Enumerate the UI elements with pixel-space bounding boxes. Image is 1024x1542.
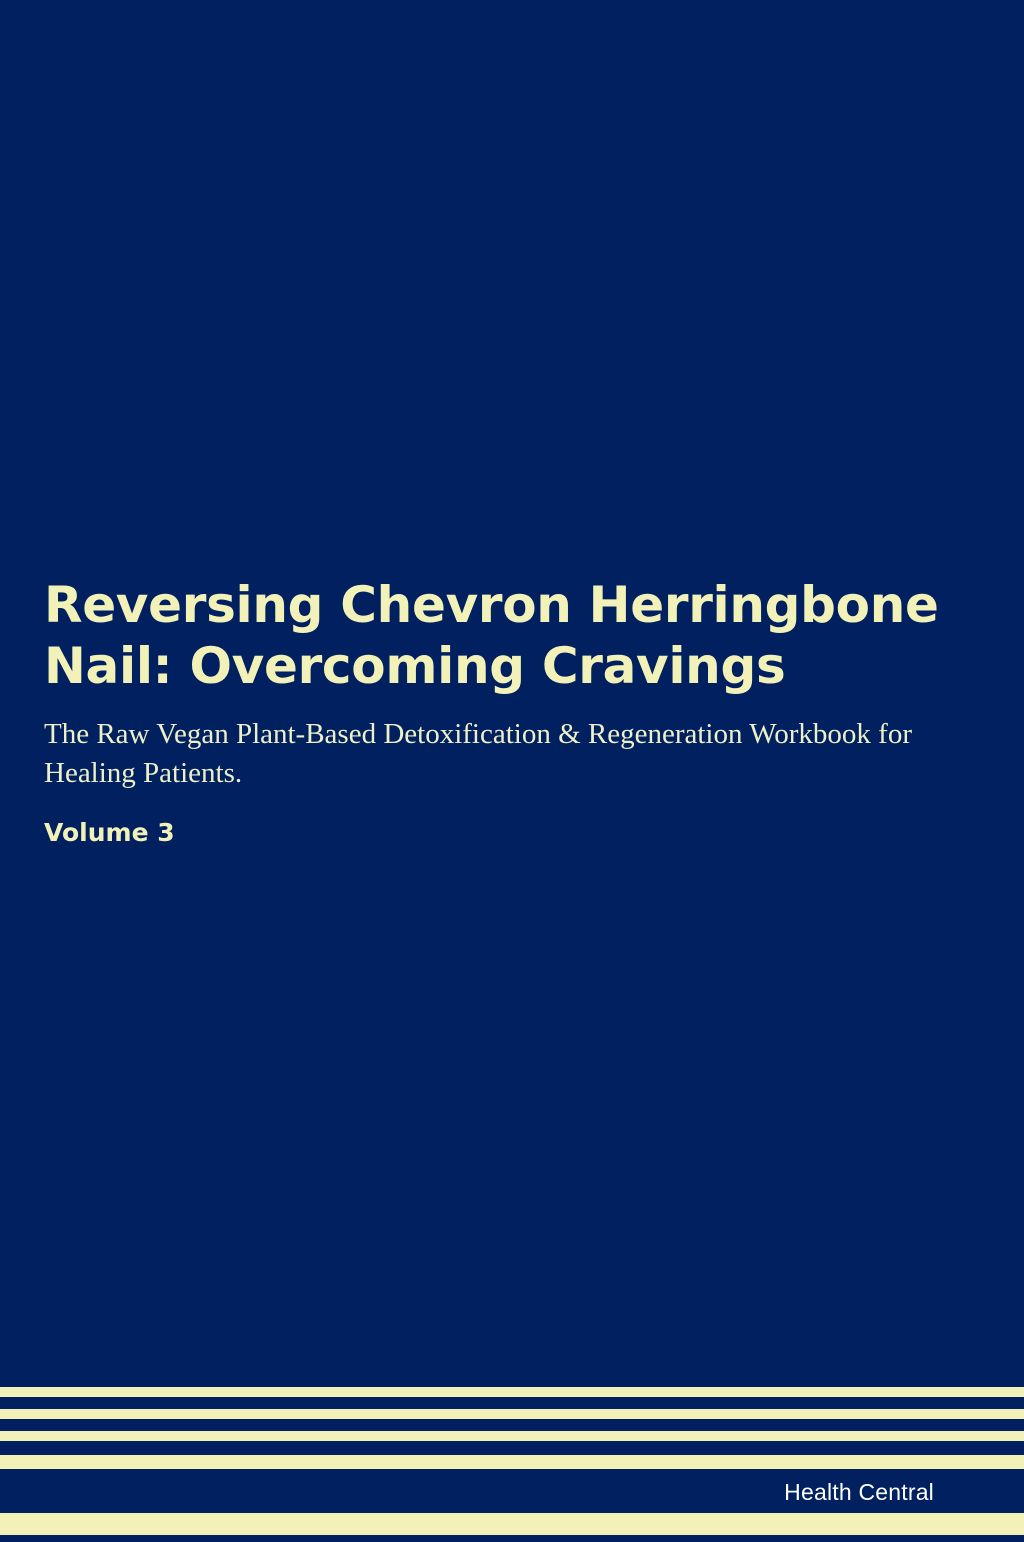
stripe-7 (0, 1455, 1024, 1469)
page-title: Reversing Chevron Herringbone Nail: Overcoming Cravings (44, 576, 939, 695)
title-block (44, 575, 944, 847)
stripe-9 (0, 1535, 1024, 1542)
volume-label: Volume 3 (44, 818, 175, 848)
stripe-2 (0, 1397, 1024, 1409)
subtitle: The Raw Vegan Plant-Based Detoxification & Regeneration Workbook for Healing Patients. (44, 718, 912, 789)
footer-stripes (0, 1387, 1024, 1542)
stripe-1 (0, 1387, 1024, 1397)
stripe-4 (0, 1419, 1024, 1431)
stripe-8 (0, 1513, 1024, 1535)
publisher-name: Health Central (784, 1479, 934, 1505)
stripe-5 (0, 1431, 1024, 1441)
stripe-6 (0, 1441, 1024, 1455)
stripe-3 (0, 1409, 1024, 1419)
